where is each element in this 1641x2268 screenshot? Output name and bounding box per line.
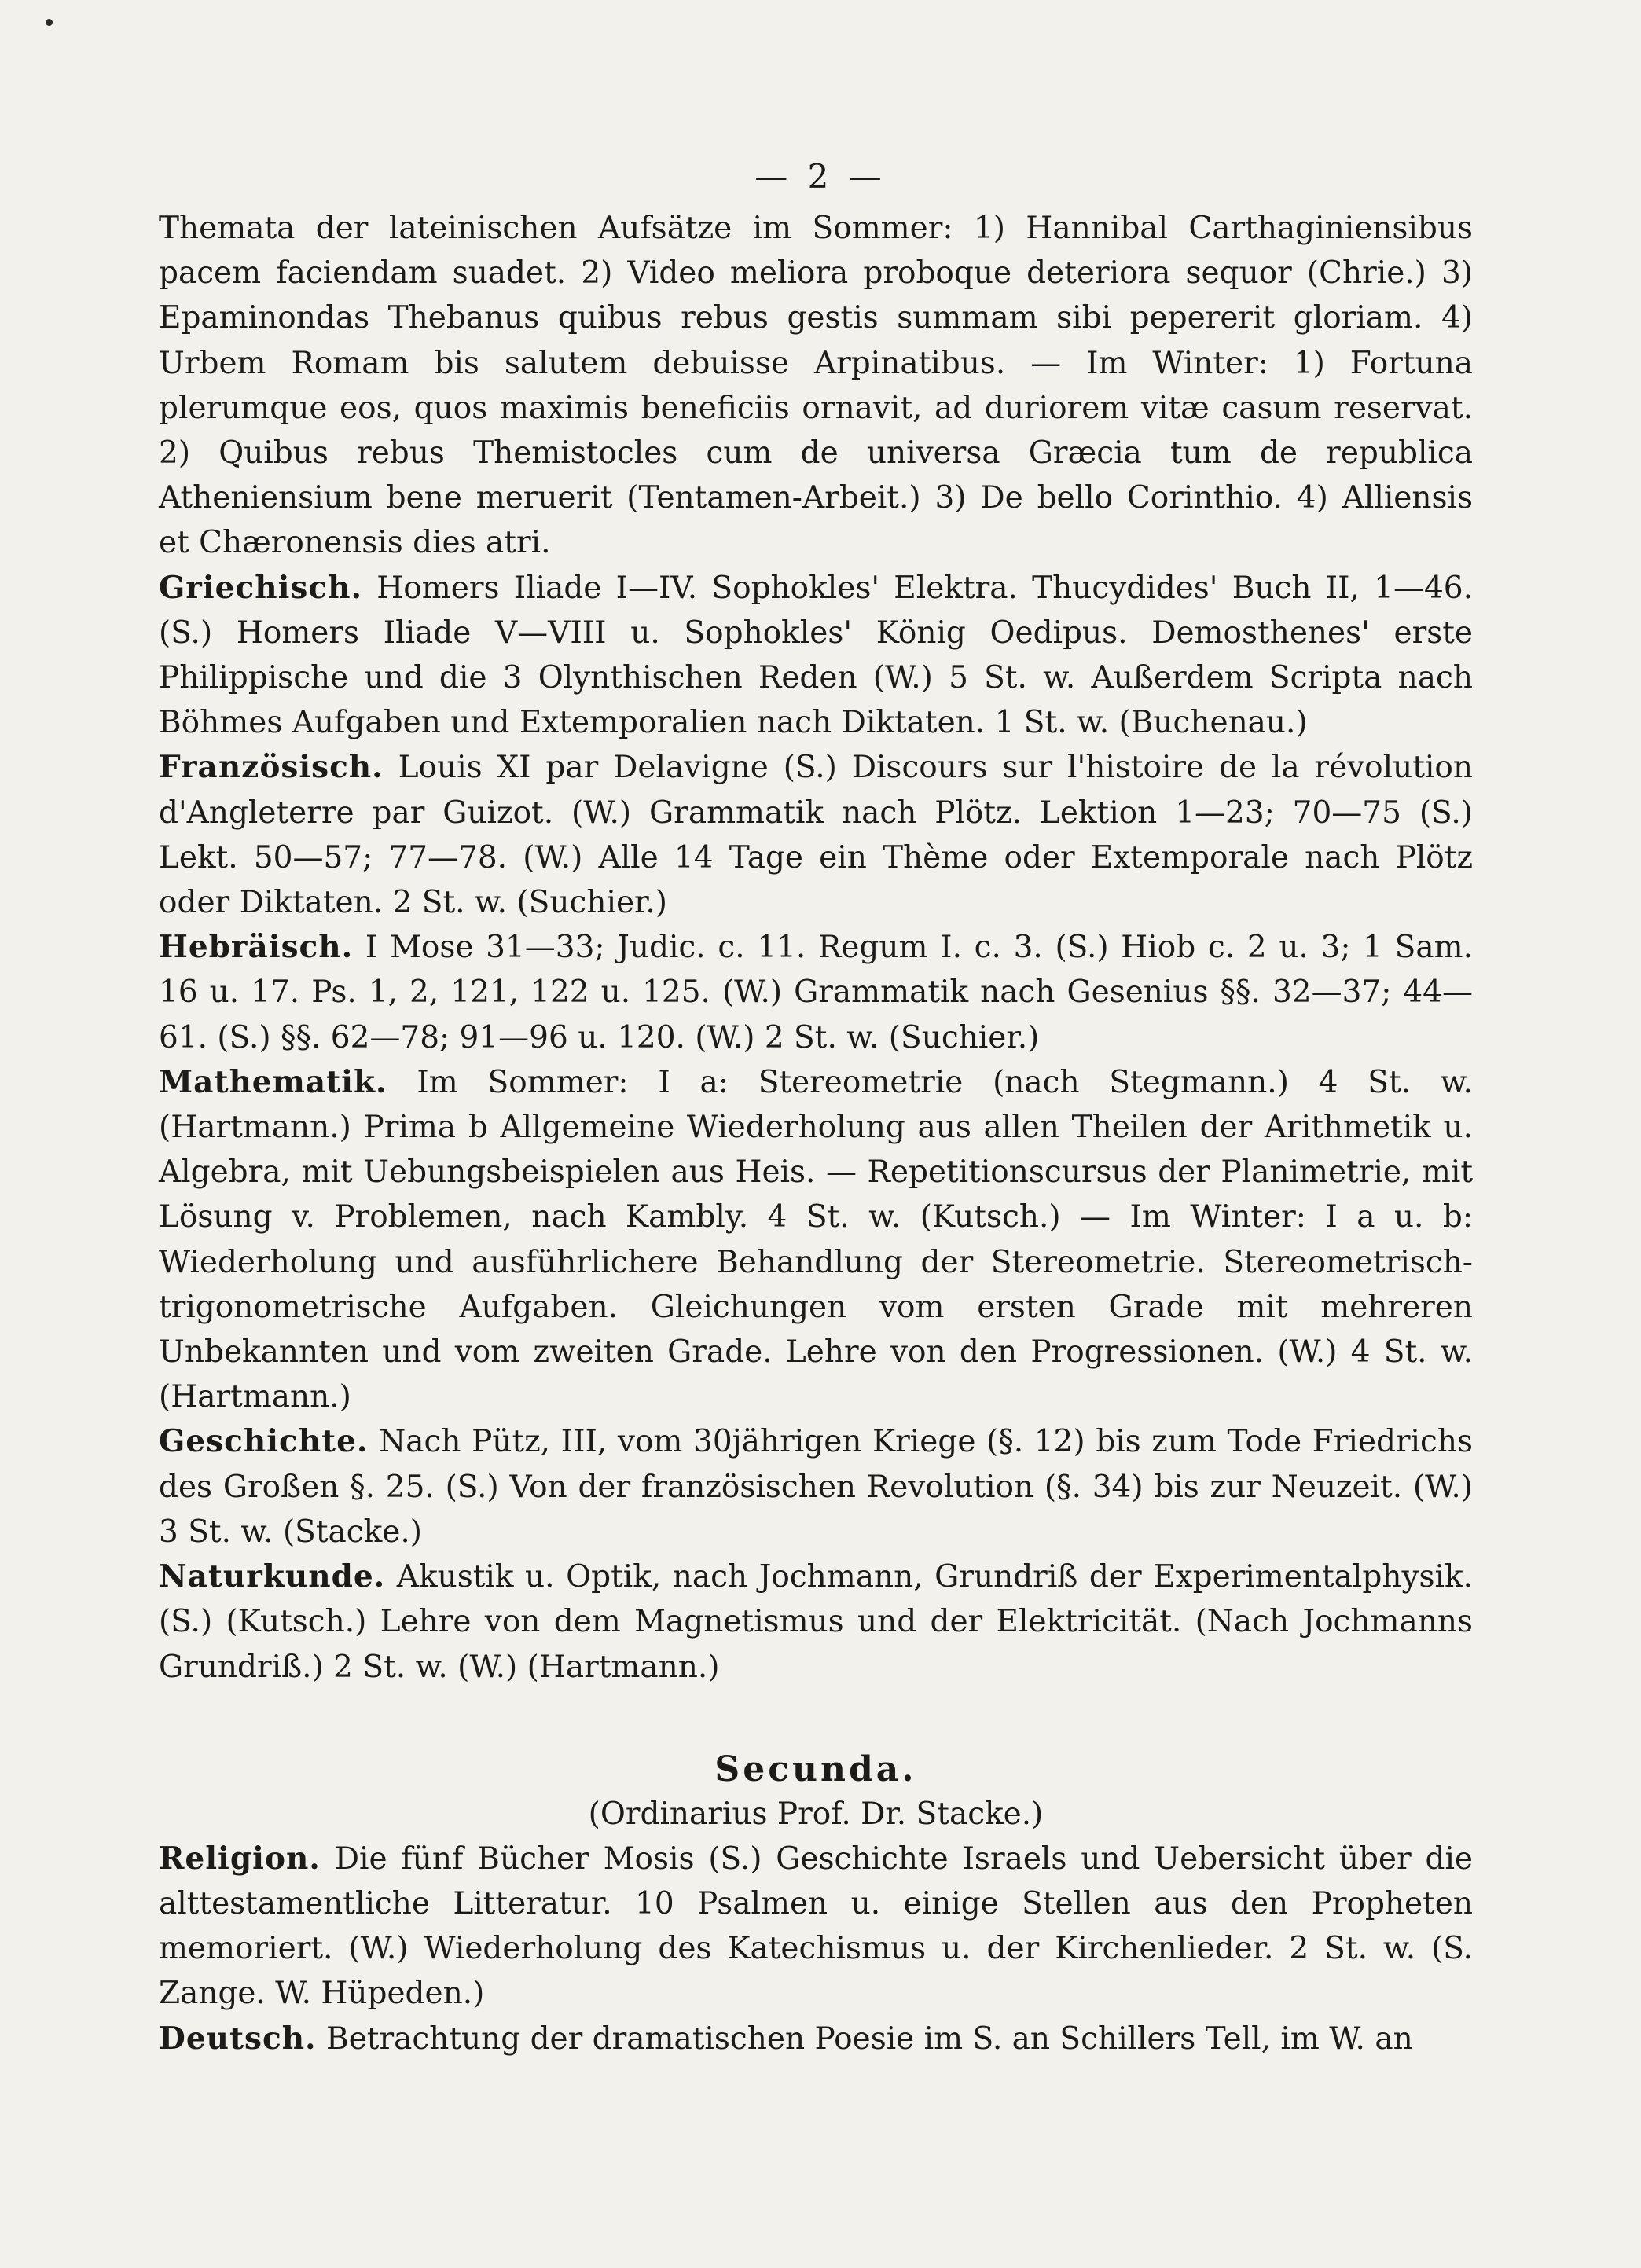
text-body <box>159 206 1473 2061</box>
subject-label: Geschichte. <box>159 1423 369 1460</box>
subject-geschichte <box>159 1419 1473 1554</box>
subject-label: Deutsch. <box>159 2020 317 2057</box>
subject-griechisch <box>159 566 1473 746</box>
subject-label: Naturkunde. <box>159 1558 386 1595</box>
subject-naturkunde <box>159 1554 1473 1690</box>
subject-text: Louis XI par Delavigne (S.) Discours sur l'histoire de la révolution d'Angleterre par Guizot. (W.) Grammatik nach Plötz. Lektion 1—23; 70—75 (S.) Lekt. 50—57; 77—78. (W.) Alle 14 Tage ein Thème oder Extemporale nach Plötz oder Diktaten. 2 St. w. (Suchier.) <box>159 750 1473 921</box>
subject-religion <box>159 1837 1473 2017</box>
subject-label: Hebräisch. <box>159 929 354 966</box>
subject-text: Die fünf Bücher Mosis (S.) Geschichte Israels und Uebersicht über die alttestamentliche Litteratur. 10 Psalmen u. einige Stellen aus den Propheten memoriert. (W.) Wiederholung des Katechismus u. der Kirchenlieder. 2 St. w. (S. Zange. W. Hüpeden.) <box>159 1840 1473 2012</box>
subject-hebraeisch <box>159 925 1473 1060</box>
subject-text: Akustik u. Optik, nach Jochmann, Grundriß der Experimentalphysik. (S.) (Kutsch.) Lehre von dem Magnetismus und der Elektricität. (Nach Jochmanns Grundriß.) 2 St. w. (W.) (Hartmann.) <box>159 1559 1473 1685</box>
section-heading-secunda: Secunda. <box>714 1749 917 1789</box>
page-number: — 2 — <box>754 157 887 196</box>
subject-text: Homers Iliade I—IV. Sophokles' Elektra. Thucydides' Buch II, 1—46. (S.) Homers Iliade V—VIII u. Sophokles' König Oedipus. Demosthenes' erste Philippische und die 3 Olynthischen Reden (W.) 5 St. w. Außerdem Scripta nach Böhmes Aufgaben und Extemporalien nach Diktaten. 1 St. w. (Buchenau.) <box>159 570 1473 741</box>
subject-label: Französisch. <box>159 749 384 786</box>
subject-text: I Mose 31—33; Judic. c. 11. Regum I. c. 3. (S.) Hiob c. 2 u. 3; 1 Sam. 16 u. 17. Ps. 1, 2, 121, 122 u. 125. (W.) Grammatik nach Gesenius §§. 32—37; 44—61. (S.) §§. 62—78; 91—96 u. 120. (W.) 2 St. w. (Suchier.) <box>159 930 1473 1055</box>
ink-speck <box>46 19 53 26</box>
subject-label: Griechisch. <box>159 569 363 606</box>
subject-text: Betrachtung der dramatischen Poesie im S. an Schillers Tell, im W. an <box>326 2020 1413 2057</box>
subject-franzoesisch <box>159 745 1473 925</box>
subject-text: Nach Pütz, III, vom 30jährigen Kriege (§. 12) bis zum Tode Friedrichs des Großen §. 25. (S.) Von der französischen Revolution (§. 34) bis zur Neuzeit. (W.) 3 St. w. (Stacke.) <box>159 1424 1473 1550</box>
subject-text: Im Sommer: I a: Stereometrie (nach Stegmann.) 4 St. w. (Hartmann.) Prima b Allgemeine Wiederholung aus allen Theilen der Arithmetik u. Algebra, mit Uebungsbeispielen aus Heis. — Repetitionscursus der Planimetrie, mit Lösung v. Problemen, nach Kambly. 4 St. w. (Kutsch.) — Im Winter: I a u. b: Wiederholung und ausführlichere Behandlung der Stereometrie. Stereometrisch-trigonometrische Aufgaben. Gleichungen vom ersten Grade mit mehreren Unbekannten und vom zweiten Grade. Lehre von den Progressionen. (W.) 4 St. w. (Hartmann.) <box>159 1064 1473 1415</box>
ordinarius-line: (Ordinarius Prof. Dr. Stacke.) <box>588 1796 1044 1832</box>
subject-deutsch <box>159 2017 1473 2061</box>
prima-themata-paragraph: Themata der lateinischen Aufsätze im Sommer: 1) Hannibal Carthaginiensibus pacem faciendam suadet. 2) Video meliora proboque deteriora sequor (Chrie.) 3) Epaminondas Thebanus quibus rebus gestis summam sibi pepererit gloriam. 4) Urbem Romam bis salutem debuisse Arpinatibus. — Im Winter: 1) Fortuna plerumque eos, quos maximis beneficiis ornavit, ad duriorem vitæ casum reservat. 2) Quibus rebus Themistocles cum de universa Græcia tum de republica Atheniensium bene meruerit (Tentamen-Arbeit.) 3) De bello Corinthio. 4) Alliensis et Chæronensis dies atri. <box>159 211 1473 561</box>
subject-label: Religion. <box>159 1840 321 1877</box>
subject-label: Mathematik. <box>159 1063 387 1100</box>
subject-mathematik <box>159 1060 1473 1420</box>
